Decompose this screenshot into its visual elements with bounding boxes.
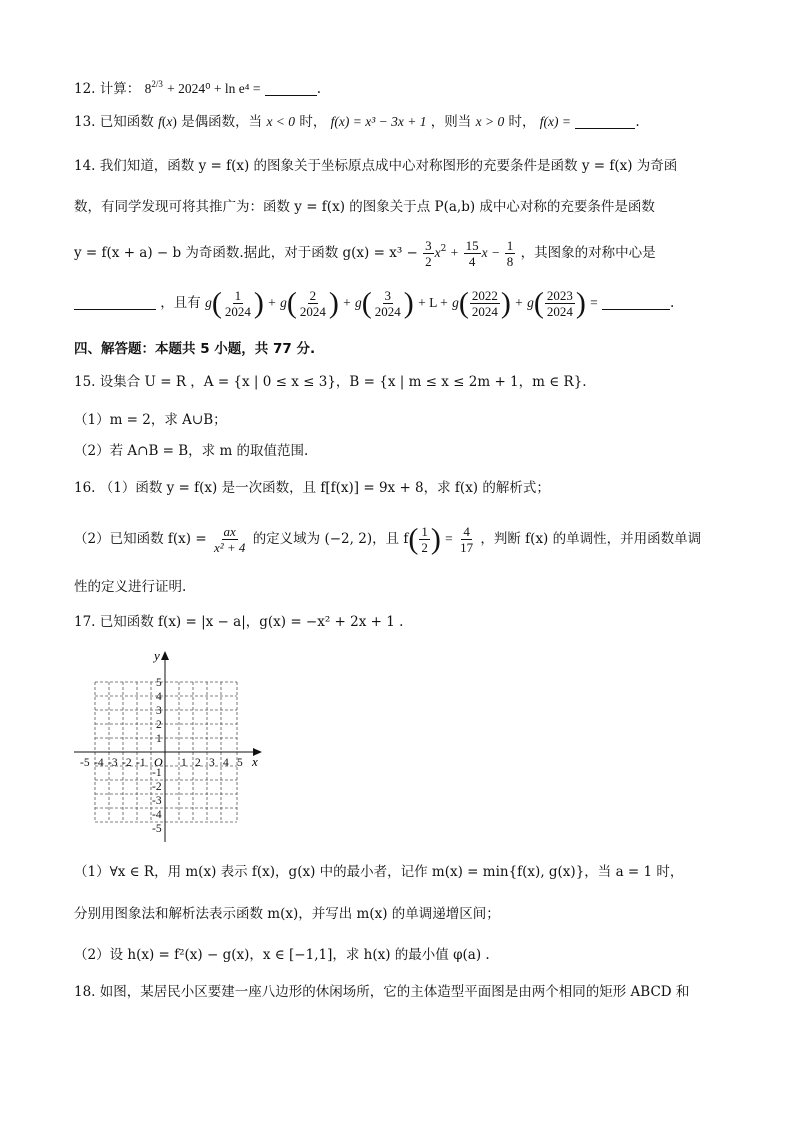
question-14-line-2 <box>74 197 655 217</box>
x-tick-label: 1 <box>181 757 187 769</box>
question-text: 数，有同学发现可将其推广为：函数 y = f(x) 的图象关于点 P(a,b) 成中心对称的充要条件是函数 <box>74 199 655 215</box>
x-tick-label: 3 <box>209 757 215 769</box>
y-tick-label: -3 <box>152 795 162 807</box>
x-tick-label: -1 <box>136 757 146 769</box>
question-16-part-2: （2）已知函数 f(x) = $\frac{ax}{\text{x² + 4}}$ 的定义域为 (−2, 2)，且 f( $\frac{1}{2}$ ) = $\frac{4}{17}$ ，判断 f(x) 的单调性，并用函数单调 <box>74 522 702 556</box>
fraction: $\frac{3}{2}$ <box>425 238 432 269</box>
question-text: （2）已知函数 f(x) = <box>74 531 207 547</box>
x-tick-label: -3 <box>108 757 118 769</box>
function-expression: f(x) = x³ − 3x + 1 <box>330 114 427 129</box>
answer-blank[interactable] <box>575 114 635 129</box>
ask-expression: f(x) = <box>539 114 572 129</box>
question-18-line-1: 18. 如图，某居民小区要建一座八边形的休闲场所，它的主体造型平面图是由两个相同的矩形 ABCD 和 <box>74 984 690 1000</box>
question-text: y = f(x + a) − b 为奇函数.据此，对于函数 g(x) = x³ − <box>74 245 418 261</box>
answer-blank-center[interactable] <box>74 295 156 310</box>
y-tick-label: 4 <box>156 691 162 703</box>
condition: x > 0 <box>475 114 505 129</box>
question-16-line-3: 性的定义进行证明. <box>74 579 187 595</box>
question-12: 12. 计算： $8^{2/3} + 2024^0 + \ln e^4$ = . <box>74 79 322 97</box>
question-13: 13. 已知函数 f(x) 是偶函数，当 x < 0 时， f(x) = x³ − 3x + 1 ，则当 x > 0 时， f(x) = . <box>74 114 640 130</box>
question-16-part-1: 16. （1）函数 y = f(x) 是一次函数，且 f[f(x)] = 9x + 8，求 f(x) 的解析式； <box>74 480 550 496</box>
x-tick-label: 5 <box>237 757 243 769</box>
question-text: ，判断 f(x) 的单调性，并用函数单调 <box>480 531 702 547</box>
y-tick-label: 1 <box>156 733 162 745</box>
power-expression: $8^{2/3}$ <box>144 79 163 96</box>
origin-label: O <box>154 755 163 769</box>
answer-blank[interactable] <box>265 81 317 96</box>
question-number: 12. <box>74 81 96 97</box>
y-tick-label: 3 <box>156 705 162 717</box>
ellipsis: + L + <box>418 295 448 310</box>
question-17-line-3: 分别用图象法和解析法表示函数 m(x)，并写出 m(x) 的单调递增区间； <box>74 906 500 922</box>
question-text: 我们知道，函数 y = f(x) 的图象关于坐标原点成中心对称图形的充要条件是函数 y = f(x) 为奇函 <box>99 158 678 174</box>
section-heading: 四、解答题：本题共 5 小题，共 77 分. <box>74 341 316 357</box>
fraction: $\frac{1}{8}$ <box>506 238 514 269</box>
fraction: $\frac{4}{17}$ <box>460 524 474 555</box>
question-15-part-1: （1）m = 2，求 A∪B； <box>74 412 227 428</box>
x-tick-label: -5 <box>80 757 90 769</box>
x-axis-label: x <box>252 754 258 769</box>
question-text: 计算： <box>99 81 141 97</box>
y-tick-label: 5 <box>156 677 162 689</box>
y-tick-label: -5 <box>152 823 162 835</box>
question-text: 时， <box>299 114 327 130</box>
y-tick-label: -2 <box>152 781 162 793</box>
question-17-part-2: （2）设 h(x) = f²(x) − g(x)，x ∈ [−1,1]，求 h(x) 的最小值 φ(a) . <box>74 947 490 963</box>
coordinate-grid <box>70 646 270 846</box>
question-14-line-1 <box>74 156 677 176</box>
question-number: 13. <box>74 114 96 130</box>
question-text: 的定义域为 (−2, 2)，且 f <box>252 531 409 547</box>
question-17-line-1: 17. 已知函数 f(x) = |x − a|，g(x) = −x² + 2x + 1 . <box>74 614 404 630</box>
x-tick-label: -4 <box>94 757 104 769</box>
question-text: 时， <box>508 114 536 130</box>
expression-tail: + 2024⁰ + ln e⁴ = <box>167 81 261 96</box>
x-tick-label: 2 <box>195 757 201 769</box>
question-text: ，且有 <box>160 295 201 311</box>
fraction: $\frac{ax}{\text{x² + 4}}$ <box>213 524 246 555</box>
y-tick-label: 2 <box>156 719 162 731</box>
question-text: ，其图象的对称中心是 <box>520 245 656 261</box>
fraction: $\frac{15}{4}$ <box>465 238 479 269</box>
condition: x < 0 <box>266 114 296 129</box>
question-14-line-3: y = f(x + a) − b 为奇函数.据此，对于函数 g(x) = x³ − $\frac{3}{2}$ $x^2$ + $\frac{15}{4}$ x − $\frac{1}{8}$ ，其图象的对称中心是 <box>74 238 656 269</box>
question-text: 是偶函数，当 <box>181 114 263 130</box>
question-17-part-1: （1）∀x ∈ R，用 m(x) 表示 f(x)，g(x) 中的最小者，记作 m(x) = min{f(x), g(x)}，当 a = 1 时， <box>74 864 684 880</box>
question-15-line-1: 15. 设集合 U = R ，A = {x | 0 ≤ x ≤ 3}，B = {x | m ≤ x ≤ 2m + 1，m ∈ R}. <box>74 374 587 390</box>
x-tick-label: -2 <box>122 757 132 769</box>
y-axis-arrow-icon <box>161 651 169 660</box>
question-15-part-2: （2）若 A∩B = B，求 m 的取值范围. <box>74 443 309 459</box>
y-axis-label: y <box>154 648 160 663</box>
x-tick-label: 4 <box>223 757 229 769</box>
question-14-line-4: ，且有 g( $\frac{1}{2024}$ ) + g( $\frac{2}{2024}$ ) + g( $\frac{3}{2024}$ ) + L + g( $\frac{2022}{2024}$ ) + g( $\frac{2023}{2024}$ ) = . <box>74 283 674 323</box>
question-text: ，则当 <box>430 114 472 130</box>
question-number: 14. <box>74 158 96 174</box>
question-text: 已知函数 <box>99 114 154 130</box>
y-tick-label: -4 <box>152 809 162 821</box>
answer-blank-sum[interactable] <box>602 295 670 310</box>
y-tick-label: -1 <box>152 767 162 779</box>
